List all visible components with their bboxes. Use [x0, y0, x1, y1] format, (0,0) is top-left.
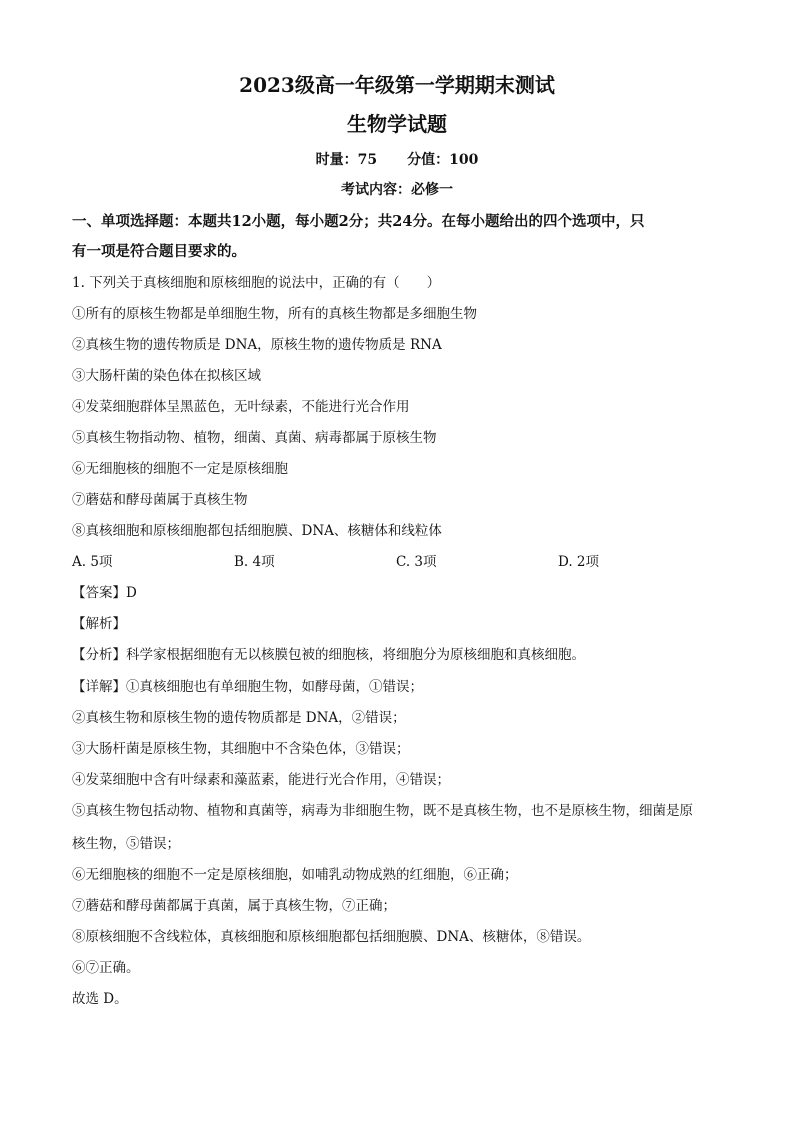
analysis-label: 【解析】 [72, 616, 126, 632]
exam-meta [0, 150, 794, 170]
detail-line: ⑤真核生物包括动物、植物和真菌等，病毒为非细胞生物，既不是真核生物，也不是原核生物，细菌是原 [72, 803, 693, 819]
detail-line: ⑧原核细胞不含线粒体，真核细胞和原核细胞都包括细胞膜、DNA、核糖体，⑧错误。 [72, 929, 591, 945]
statement-1: ①所有的原核生物都是单细胞生物，所有的真核生物都是多细胞生物 [72, 306, 477, 322]
score: 分值：100 [407, 152, 479, 168]
detail-line: ⑦蘑菇和酵母菌都属于真菌，属于真核生物，⑦正确； [72, 898, 396, 914]
answer-label: 【答案】D [72, 585, 137, 601]
statement-7: ⑦蘑菇和酵母菌属于真核生物 [72, 492, 248, 508]
statement-4: ④发菜细胞群体呈黑蓝色，无叶绿素，不能进行光合作用 [72, 399, 410, 415]
question-stem: 1. 下列关于真核细胞和原核细胞的说法中，正确的有（ ） [72, 275, 441, 291]
option-b: B. 4项 [234, 554, 275, 570]
detail-line: ②真核生物和原核生物的遗传物质都是 DNA，②错误； [72, 710, 406, 726]
duration: 时量：75 [315, 152, 378, 168]
option-a: A. 5项 [72, 554, 113, 570]
detail-line: ⑥无细胞核的细胞不一定是原核细胞，如哺乳动物成熟的红细胞，⑥正确； [72, 867, 518, 883]
detail-line: ④发菜细胞中含有叶绿素和藻蓝素，能进行光合作用，④错误； [72, 772, 450, 788]
conclusion-line: 故选 D。 [72, 991, 128, 1007]
subject-title: 生物学试题 [347, 112, 447, 136]
exam-content: 考试内容：必修一 [341, 182, 453, 198]
section-heading-line2: 有一项是符合题目要求的。 [72, 243, 246, 260]
detail-line: ③大肠杆菌是原核生物，其细胞中不含染色体，③错误； [72, 741, 410, 757]
option-d: D. 2项 [558, 554, 600, 570]
statement-2: ②真核生物的遗传物质是 DNA，原核生物的遗传物质是 RNA [72, 337, 442, 353]
detail-line: 【详解】①真核细胞也有单细胞生物，如酵母菌，①错误； [72, 679, 423, 695]
statement-5: ⑤真核生物指动物、植物，细菌、真菌、病毒都属于原核生物 [72, 430, 437, 446]
exam-title: 2023级高一年级第一学期期末测试 [239, 73, 555, 97]
detail-line: 核生物，⑤错误； [72, 836, 180, 852]
statement-3: ③大肠杆菌的染色体在拟核区域 [72, 368, 261, 384]
statement-6: ⑥无细胞核的细胞不一定是原核细胞 [72, 461, 288, 477]
section-heading-line1: 一、单项选择题：本题共12小题，每小题2分；共24分。在每小题给出的四个选项中，只 [72, 213, 645, 230]
detail-line: ⑥⑦正确。 [72, 960, 140, 976]
statement-8: ⑧真核细胞和原核细胞都包括细胞膜、DNA、核糖体和线粒体 [72, 523, 442, 539]
analysis-text: 【分析】科学家根据细胞有无以核膜包被的细胞核，将细胞分为原核细胞和真核细胞。 [72, 647, 585, 663]
option-c: C. 3项 [396, 554, 437, 570]
